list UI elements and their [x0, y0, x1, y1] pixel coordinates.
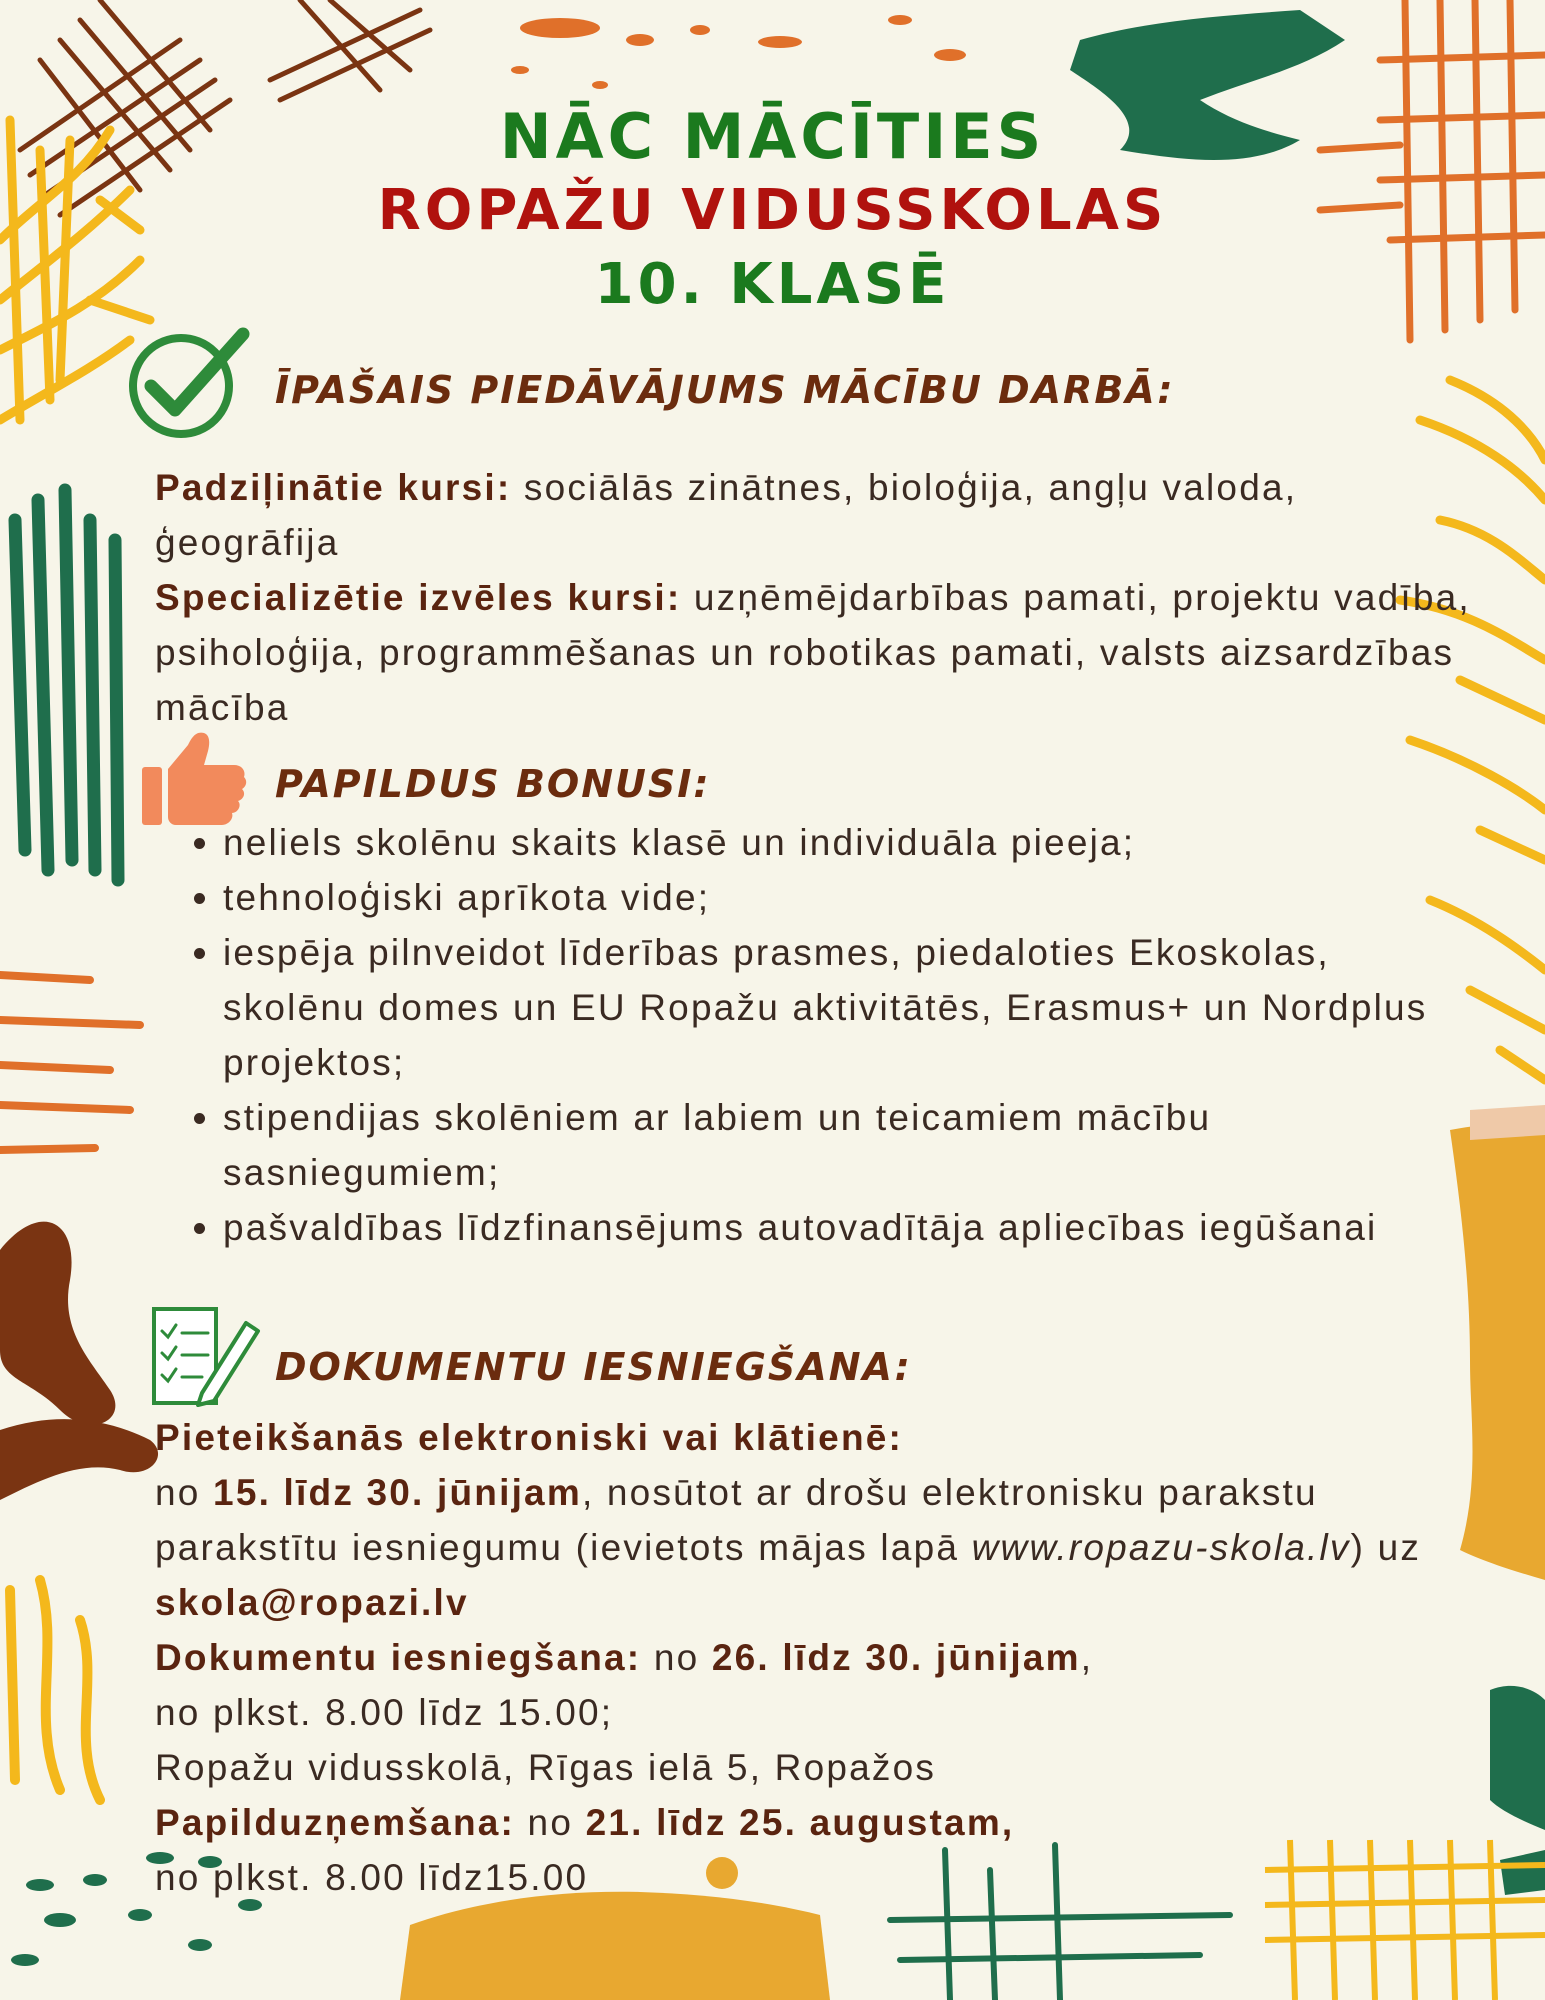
list-item: • neliels skolēnu skaits klasē un individuāla pieeja; — [223, 815, 1443, 870]
document-checklist-icon — [150, 1305, 265, 1410]
bonuses-list — [170, 815, 1443, 1255]
list-item: • pašvaldības līdzfinansējums autovadītāja apliecības iegūšanai — [223, 1200, 1443, 1255]
list-item: • stipendijas skolēniem ar labiem un teicamiem mācību sasniegumiem; — [223, 1090, 1443, 1200]
submit-hours: no plkst. 8.00 līdz 15.00; — [155, 1692, 614, 1733]
list-item: • tehnoloģiski aprīkota vide; — [223, 870, 1443, 925]
apply-dates: 15. līdz 30. jūnijam — [213, 1472, 582, 1513]
advanced-courses-label: Padziļinātie kursi: — [155, 467, 512, 508]
school-address: Ropažu vidusskolā, Rīgas ielā 5, Ropažos — [155, 1747, 937, 1788]
website-link[interactable]: www.ropazu-skola.lv — [971, 1527, 1351, 1568]
list-item: • iespēja pilnveidot līderības prasmes, piedaloties Ekoskolas, skolēnu domes un EU Ropažu aktivitātēs, Erasmus+ un Nordplus projektos; — [223, 925, 1443, 1090]
offer-text — [155, 460, 1475, 735]
apply-label: Pieteikšanās elektroniski vai klātienē: — [155, 1417, 904, 1458]
checkmark-circle-icon — [125, 320, 255, 440]
submit-label: Dokumentu iesniegšana: — [155, 1637, 642, 1678]
apply-text: , nosūtot ar drošu elektronisku parakstu parakstītu iesniegumu (ievietots mājas lapā — [155, 1472, 1318, 1568]
bonuses-heading: PAPILDUS BONUSI: — [275, 762, 711, 806]
apply-prefix: no — [155, 1472, 201, 1513]
offer-heading: ĪPAŠAIS PIEDĀVĀJUMS MĀCĪBU DARBĀ: — [275, 368, 1175, 412]
title-line-1: NĀC MĀCĪTIES — [499, 100, 1046, 173]
extra-hours: no plkst. 8.00 līdz15.00 — [155, 1857, 589, 1898]
specialized-courses-text: uzņēmējdarbības pamati, projektu vadība, psiholoģija, programmēšanas un robotikas pamati, valsts aizsardzības mācība — [155, 577, 1471, 728]
specialized-courses-label: Specializētie izvēles kursi: — [155, 577, 682, 618]
title-line-3: 10. KLASĒ — [594, 252, 951, 317]
extra-admission-label: Papilduzņemšana: — [155, 1802, 516, 1843]
documents-text — [155, 1410, 1485, 1905]
submit-prefix: no — [653, 1637, 700, 1678]
submit-dates: 26. līdz 30. jūnijam — [711, 1637, 1081, 1678]
submit-comma: , — [1080, 1637, 1094, 1678]
advanced-courses-text: sociālās zinātnes, bioloģija, angļu valoda, ģeogrāfija — [155, 467, 1298, 563]
extra-prefix: no — [527, 1802, 574, 1843]
email-link[interactable]: skola@ropazi.lv — [155, 1582, 469, 1623]
documents-heading: DOKUMENTU IESNIEGŠANA: — [275, 1345, 912, 1389]
apply-to-text: ) uz — [1350, 1527, 1422, 1568]
extra-dates: 21. līdz 25. augustam, — [585, 1802, 1015, 1843]
title-line-2: ROPAŽU VIDUSSKOLAS — [377, 178, 1168, 243]
